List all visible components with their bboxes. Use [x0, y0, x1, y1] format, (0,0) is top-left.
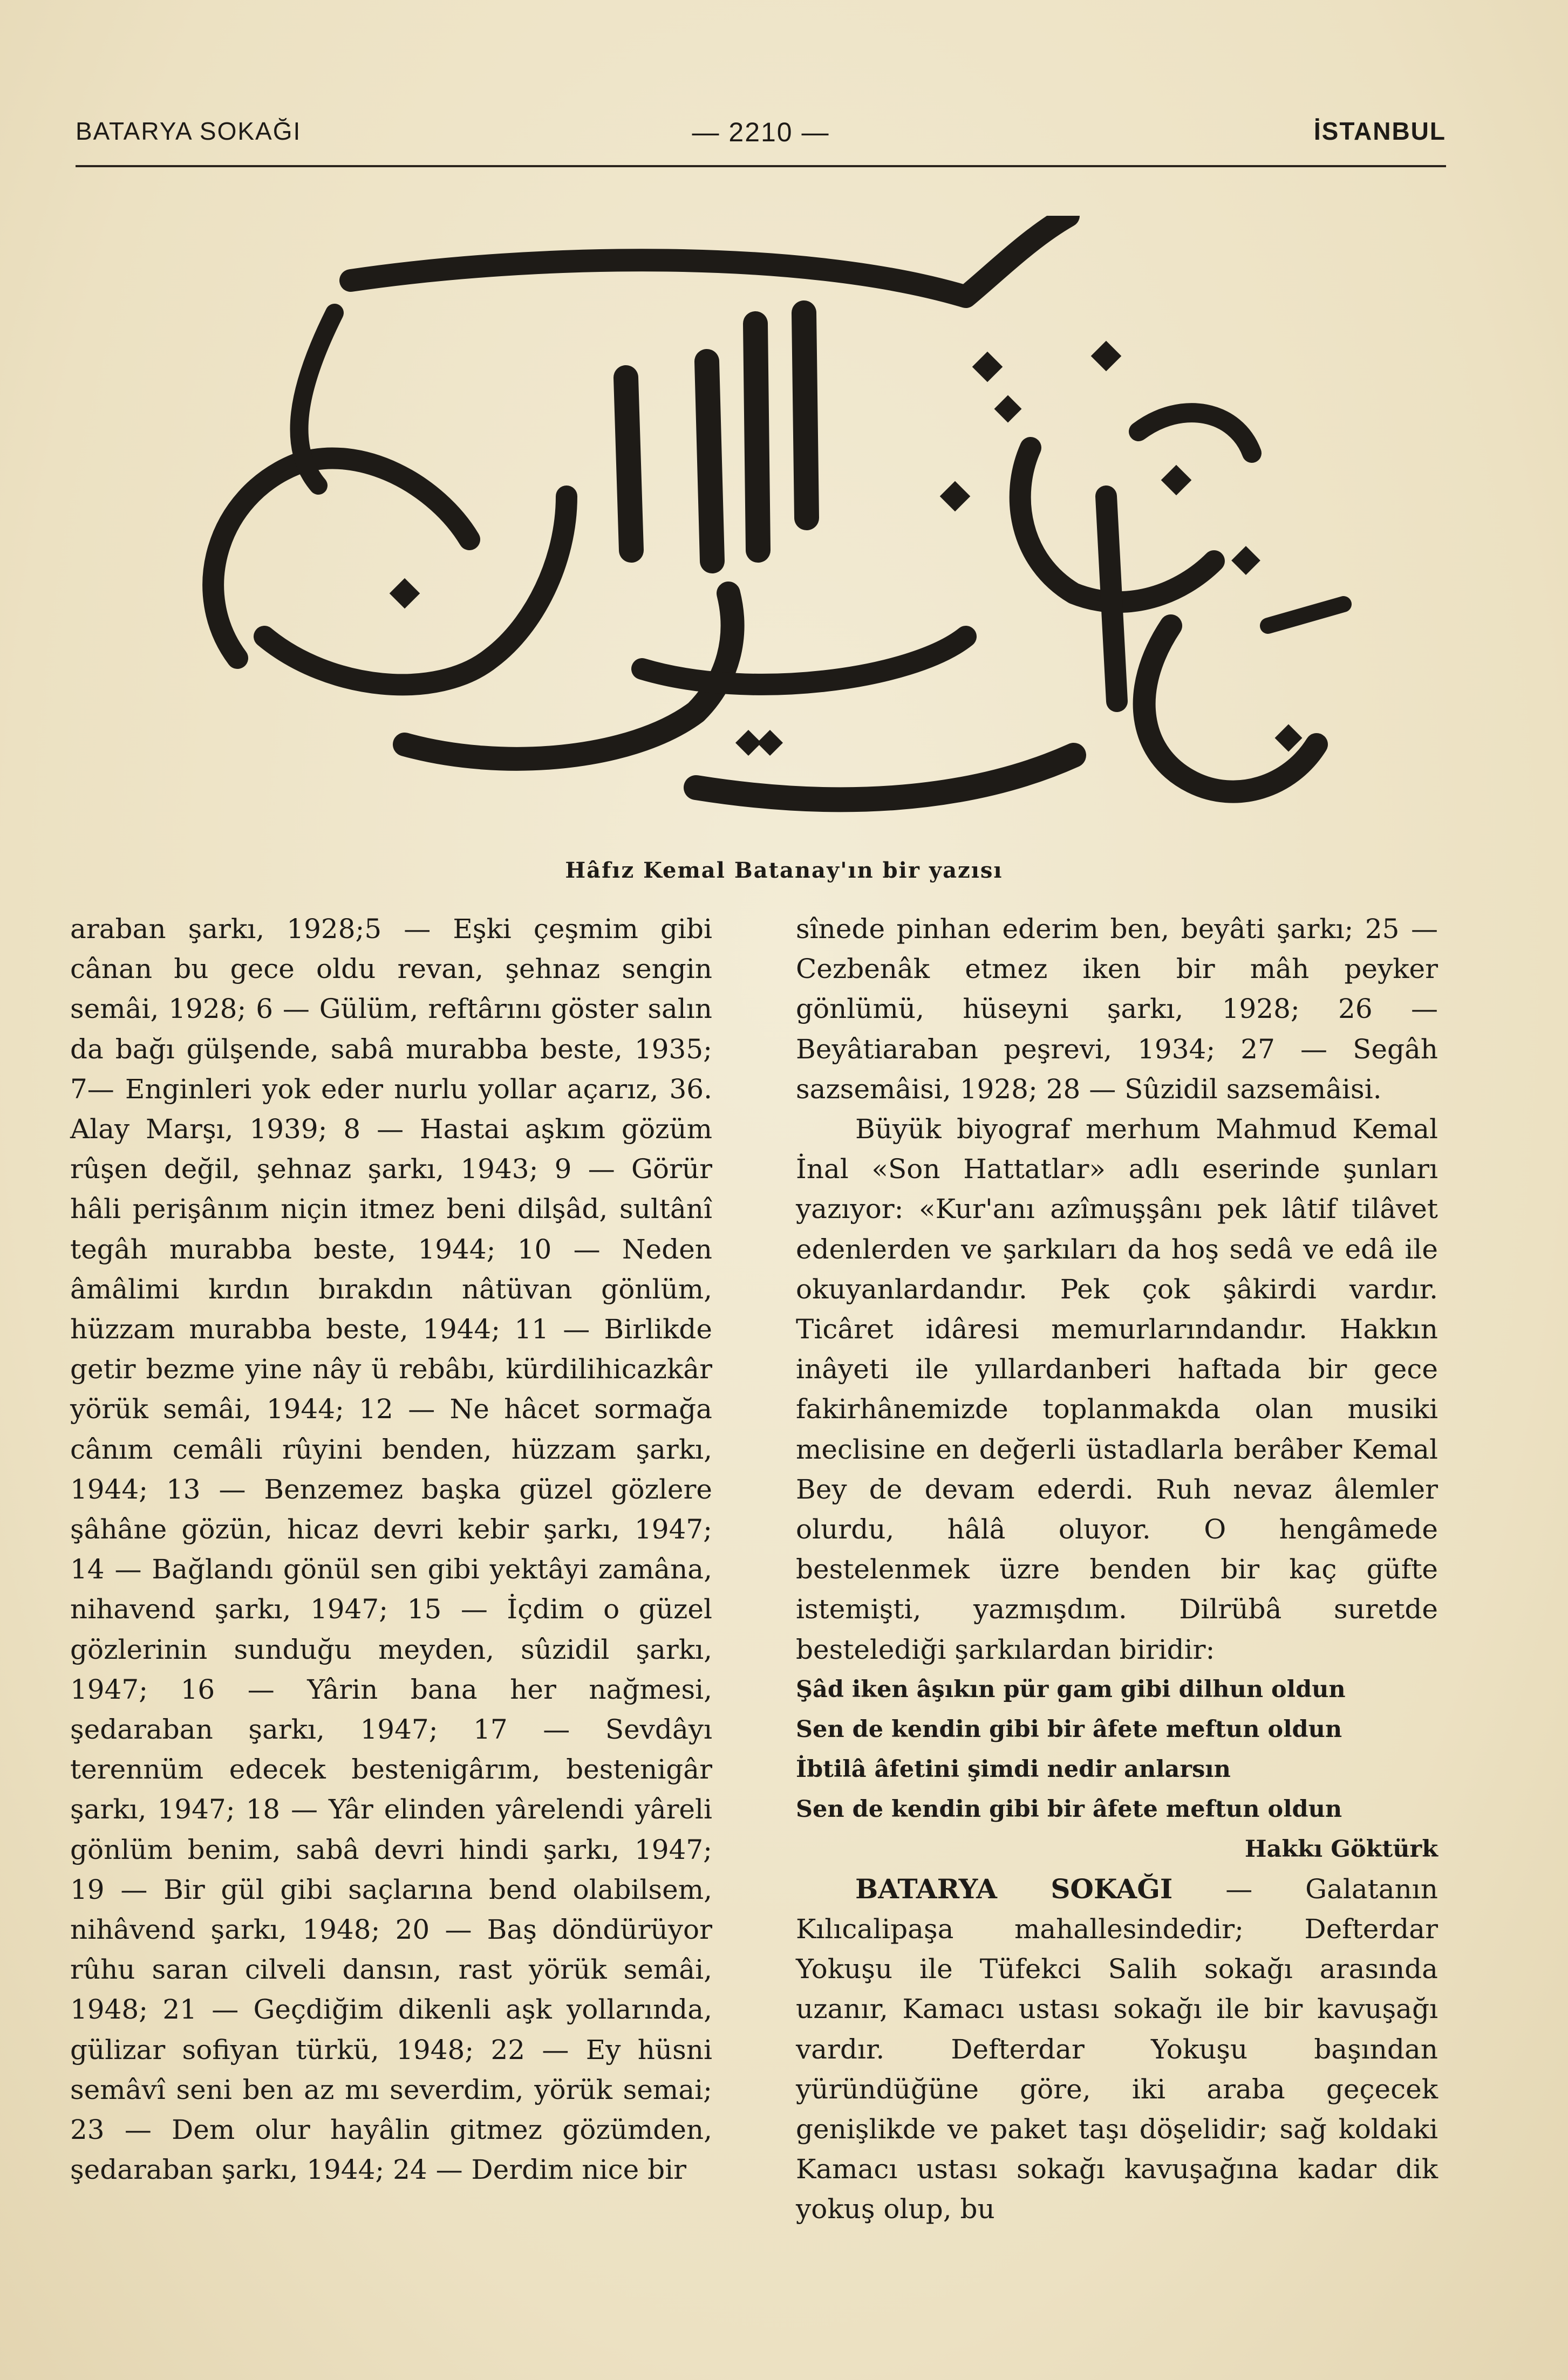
calligraphy-image	[156, 216, 1354, 836]
header-right-title: İSTANBUL	[1313, 117, 1446, 145]
poem-line: İbtilâ âfetini şimdi nedir anlarsın	[796, 1755, 1231, 1783]
entry-term: BATARYA SOKAĞI	[855, 1872, 1173, 1905]
header-rule	[76, 165, 1446, 167]
poem	[796, 1670, 1438, 1869]
poem-author: Hakkı Göktürk	[1244, 1835, 1438, 1863]
calligraphy-caption: Hâfız Kemal Batanay'ın bir yazısı	[565, 858, 1003, 883]
right-column	[796, 909, 1438, 2229]
right-paragraph-2: Büyük biyograf merhum Mahmud Kemal İnal «Son Hattatlar» adlı eserinde şunları yazıyor: «Kur'anı azîmuşşânı pek lâtif tilâvet edenlerden ve şarkıları da hoş sedâ ve edâ ile okuyanlardandır. Pek çok şâkirdi vardır. Ticâret idâresi memurlarındandır. Hakkın inâyeti ile yıllardanberi haftada bir gece fakirhânemizde toplanmakda olan musiki meclisine en değerli üstadlarla berâber Kemal Bey de devam ederdi. Ruh nevaz âlemler olurdu, hâlâ oluyor. O hengâmede bestelenmek üzre benden bir kaç güfte istemişti, yazmışdım. Dilrübâ suretde bestelediği şarkılardan biridir:	[796, 1113, 1438, 1665]
left-column-text: araban şarkı, 1928;5 — Eşki çeşmim gibi cânan bu gece oldu revan, şehnaz sengin semâi, 1928; 6 — Gülüm, reftârını göster salın da bağı gülşende, sabâ murabba beste, 1935; 7— Enginleri yok eder nurlu yollar açarız, 36. Alay Marşı, 1939; 8 — Hastai aşkım gözüm rûşen değil, şehnaz şarkı, 1943; 9 — Görür hâli perişânım niçin itmez beni dilşâd, sultânî tegâh murabba beste, 1944; 10 — Neden âmâlimi kırdın bırakdın nâtüvan gönlüm, hüzzam murabba beste, 1944; 11 — Birlikde getir bezme yine nây ü rebâbı, kürdilihicazkâr yörük semâi, 1944; 12 — Ne hâcet sormağa cânım cemâli rûyini benden, hüzzam şarkı, 1944; 13 — Benzemez başka güzel gözlere şâhâne gözün, hicaz devri kebir şarkı, 1947; 14 — Bağlandı gönül sen gibi yektâyi zamâna, nihavend şarkı, 1947; 15 — İçdim o güzel gözlerinin sunduğu meyden, sûzidil şarkı, 1947; 16 — Yârin bana her nağmesi, şedaraban şarkı, 1947; 17 — Sevdâyı terennüm edecek bestenigârım, bestenigâr şarkı, 1947; 18 — Yâr elinden yârelendi yâreli gönlüm benim, sabâ devri hindi şarkı, 1947; 19 — Bir gül gibi saçlarına bend olabilsem, nihâvend şarkı, 1948; 20 — Baş döndürüyor rûhu saran cilveli dansın, rast yörük semâi, 1948; 21 — Geçdiğim dikenli aşk yollarında, gülizar sofiyan türkü, 1948; 22 — Ey hüsni semâvî seni ben az mı severdim, yörük semai; 23 — Dem olur hayâlin gitmez gözümden, şedaraban şarkı, 1944; 24 — Derdim nice bir	[70, 913, 712, 2186]
header-left-title: BATARYA SOKAĞI	[76, 117, 302, 145]
right-paragraph-1: sînede pinhan ederim ben, beyâti şarkı; 25 — Cezbenâk etmez iken bir mâh peyker gönlümü, hüseyni şarkı, 1928; 26 — Beyâtiaraban peşrevi, 1934; 27 — Segâh sazsemâisi, 1928; 28 — Sûzidil sazsemâisi.	[796, 913, 1438, 1105]
running-header	[76, 117, 1446, 160]
left-column	[70, 909, 712, 2190]
page-number: — 2210 —	[692, 117, 830, 147]
right-paragraph-3	[796, 1869, 1438, 2229]
entry-text: — Galatanın Kılıcalipaşa mahallesindedir; Defterdar Yokuşu ile Tüfekci Salih sokağı arasında uzanır, Kamacı ustası sokağı ile bir kavuşağı vardır. Defterdar Yokuşu başından yüründüğüne göre, iki araba geçecek genişlikde ve paket taşı döşelidir; sağ koldaki Kamacı ustası sokağı kavuşağına kadar dik yokuş olup, bu	[796, 1873, 1438, 2225]
poem-line: Sen de kendin gibi bir âfete meftun oldun	[796, 1795, 1342, 1823]
poem-line: Şâd iken âşıkın pür gam gibi dilhun oldun	[796, 1675, 1346, 1703]
poem-line: Sen de kendin gibi bir âfete meftun oldun	[796, 1715, 1342, 1743]
